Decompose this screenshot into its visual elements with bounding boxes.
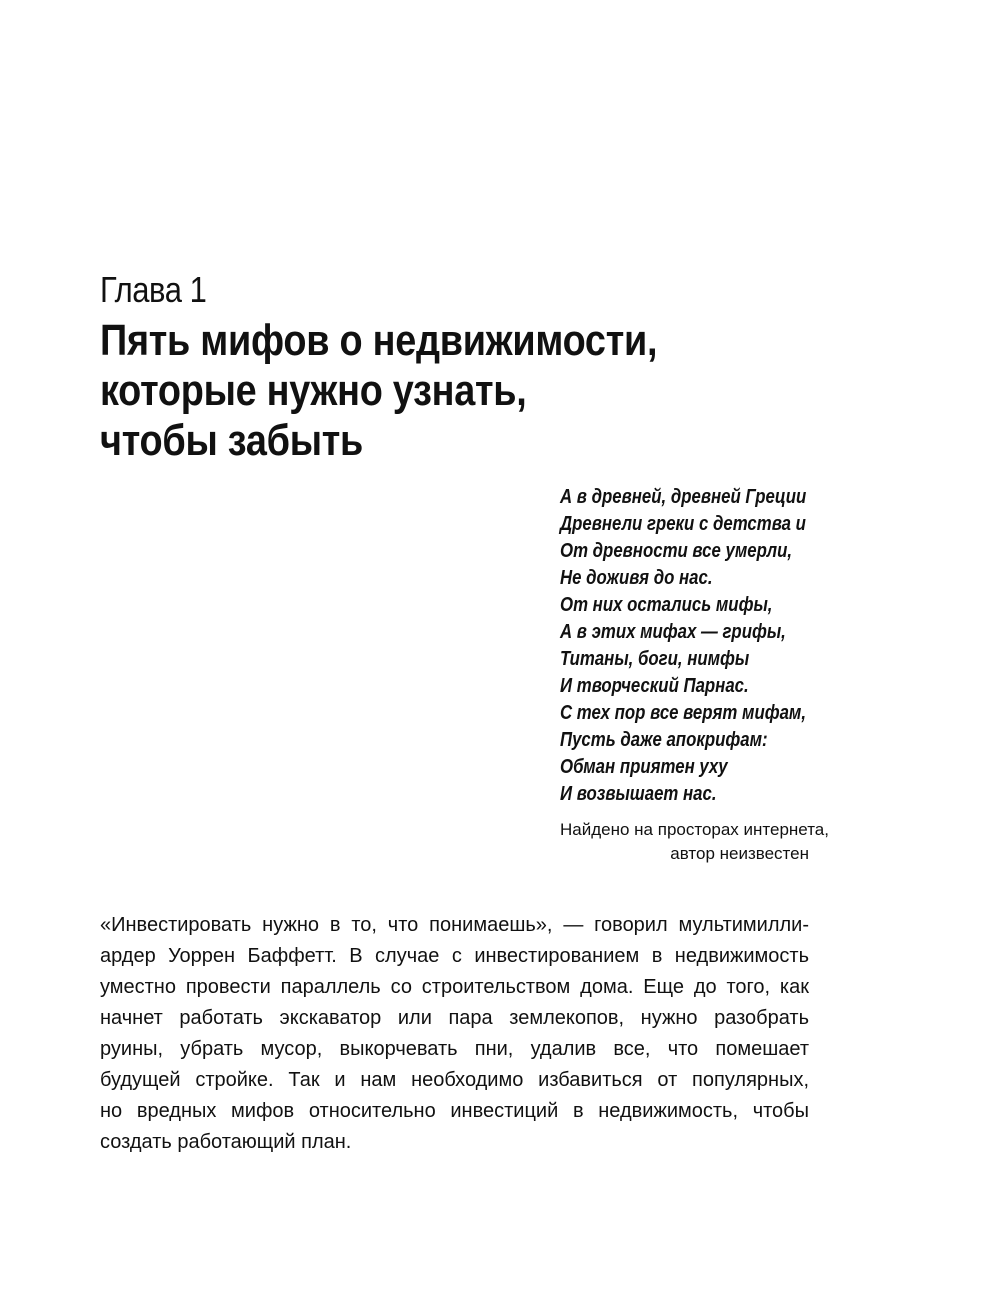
epigraph: [560, 484, 820, 808]
poem-line: Древнели греки с детства и: [560, 513, 806, 535]
chapter-title: [100, 316, 657, 466]
body-line: но вредных мифов относительно инвестиций в недвижимость, чтобы: [100, 1100, 809, 1122]
epigraph-attribution: [560, 818, 829, 866]
body-line: «Инвестировать нужно в то, что понимаешь», — говорил мультимилли-: [100, 914, 809, 936]
body-line: будущей стройке. Так и нам необходимо избавиться от популярных,: [100, 1069, 809, 1091]
poem-line: А в этих мифах — грифы,: [560, 621, 786, 643]
poem-line: С тех пор все верят мифам,: [560, 702, 807, 724]
chapter-title-line: которые нужно узнать,: [100, 366, 527, 415]
body-paragraph: [100, 910, 809, 1158]
epigraph-poem: [560, 484, 807, 808]
body-line: ардер Уоррен Баффетт. В случае с инвестированием в недвижимость: [100, 945, 809, 967]
body-line: начнет работать экскаватор или пара землекопов, нужно разобрать: [100, 1007, 809, 1029]
poem-line: Не доживя до нас.: [560, 567, 713, 589]
body-line: создать работающий план.: [100, 1131, 352, 1153]
poem-line: И возвышает нас.: [560, 783, 717, 805]
attribution-line: Найдено на просторах интернета,: [560, 820, 829, 839]
body-line: руины, убрать мусор, выкорчевать пни, удалив все, что помешает: [100, 1038, 809, 1060]
body-line: уместно провести параллель со строительством дома. Еще до того, как: [100, 976, 809, 998]
poem-line: От древности все умерли,: [560, 540, 793, 562]
attribution-line: автор неизвестен: [670, 844, 809, 863]
chapter-title-line: чтобы забыть: [100, 416, 364, 465]
poem-line: Обман приятен уху: [560, 756, 728, 778]
poem-line: А в древней, древней Греции: [560, 486, 807, 508]
poem-line: Пусть даже апокрифам:: [560, 729, 768, 751]
poem-line: И творческий Парнас.: [560, 675, 749, 697]
chapter-title-line: Пять мифов о недвижимости,: [100, 316, 658, 365]
chapter-label: Глава 1: [100, 269, 207, 310]
poem-line: От них остались мифы,: [560, 594, 773, 616]
poem-line: Титаны, боги, нимфы: [560, 648, 750, 670]
